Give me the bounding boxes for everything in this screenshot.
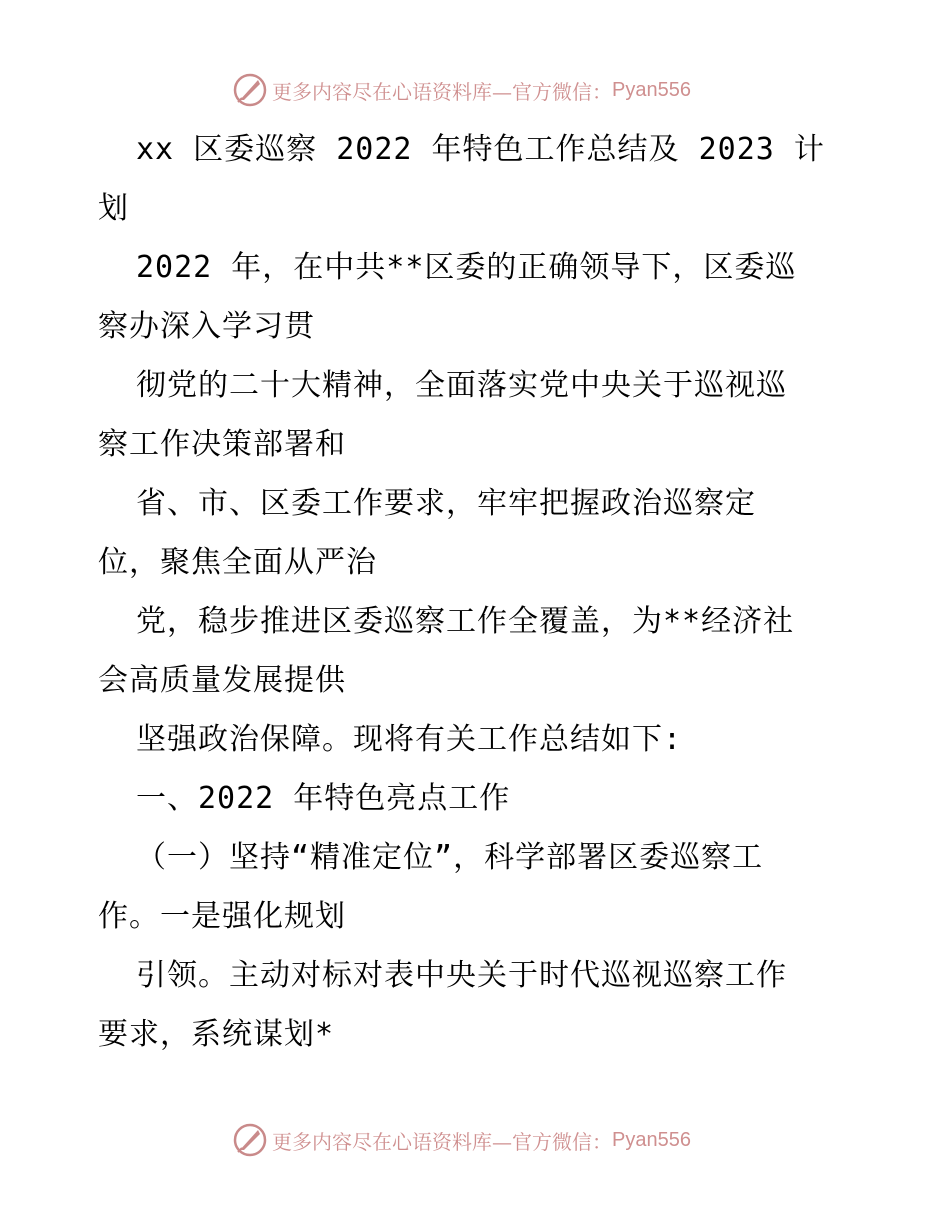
paragraph-line: 党，稳步推进区委巡察工作全覆盖，为**经济社	[136, 604, 795, 639]
paragraph-line: 彻党的二十大精神，全面落实党中央关于巡视巡	[136, 368, 787, 403]
watermark-footer	[232, 1120, 691, 1160]
subsection-heading-line: （一）坚持“精准定位”，科学部署区委巡察工	[136, 840, 764, 875]
section-heading: 一、2022 年特色亮点工作	[136, 781, 511, 816]
quill-logo-icon	[232, 1122, 268, 1158]
paragraph-line: 作。一是强化规划	[98, 899, 346, 934]
watermark-header	[232, 70, 691, 110]
document-title-line: xx 区委巡察 2022 年特色工作总结及 2023 计	[136, 132, 825, 167]
paragraph-line: 2022 年，在中共**区委的正确领导下，区委巡	[136, 250, 797, 285]
watermark-handle: Pyan556	[612, 1128, 691, 1151]
paragraph-line: 察办深入学习贯	[98, 309, 315, 344]
quill-logo-icon	[232, 72, 268, 108]
paragraph-line: 坚强政治保障。现将有关工作总结如下:	[136, 722, 683, 757]
paragraph-line: 位，聚焦全面从严治	[98, 545, 377, 580]
watermark-text: 更多内容尽在心语资料库—官方微信：	[272, 1129, 612, 1154]
document-title-line: 划	[98, 191, 129, 226]
watermark-text: 更多内容尽在心语资料库—官方微信：	[272, 79, 612, 104]
paragraph-line: 引领。主动对标对表中央关于时代巡视巡察工作	[136, 958, 787, 993]
document-body	[98, 120, 858, 1064]
paragraph-line: 省、市、区委工作要求，牢牢把握政治巡察定	[136, 486, 756, 521]
paragraph-line: 察工作决策部署和	[98, 427, 346, 462]
paragraph-line: 会高质量发展提供	[98, 663, 346, 698]
paragraph-line: 要求，系统谋划*	[98, 1017, 335, 1052]
watermark-handle: Pyan556	[612, 78, 691, 101]
